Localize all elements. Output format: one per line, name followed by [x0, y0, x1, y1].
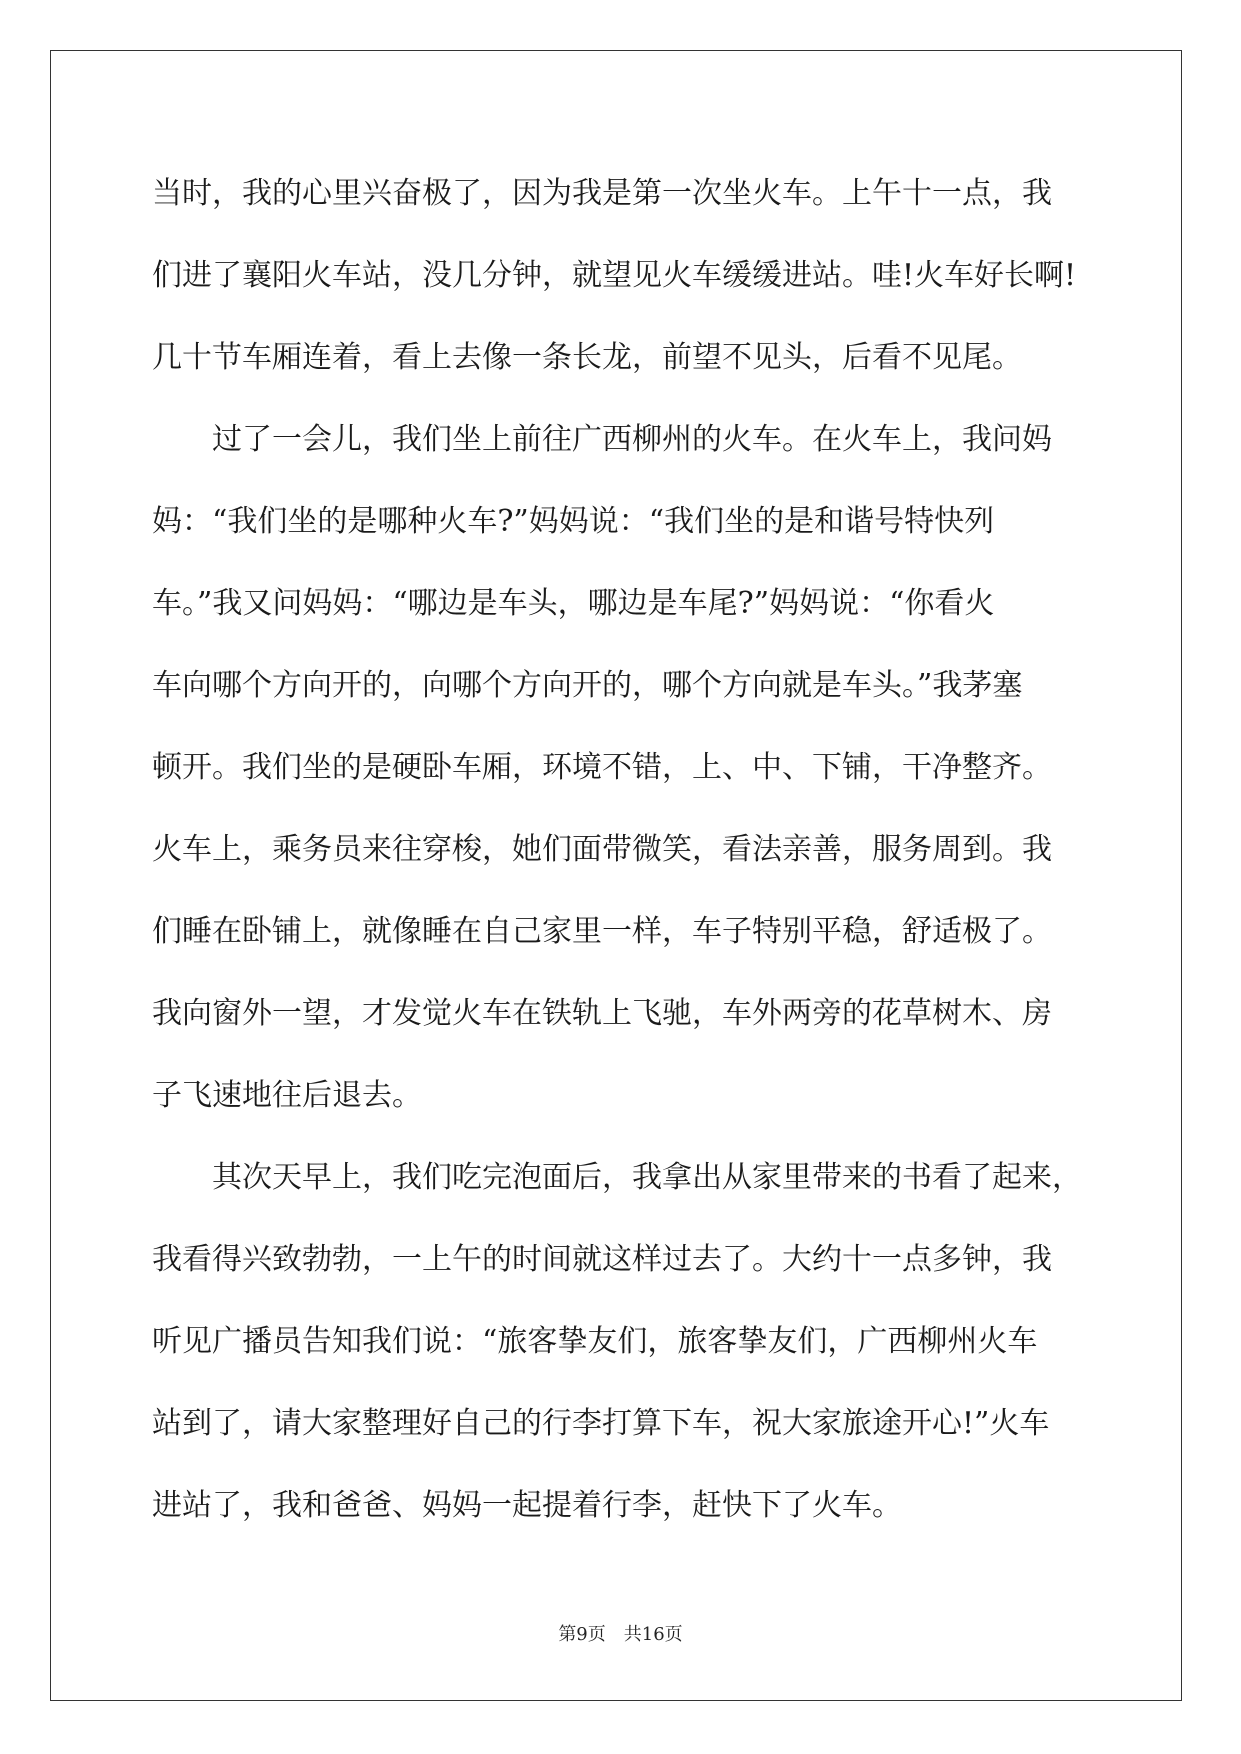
text-line: 子飞速地往后退去。	[152, 1078, 422, 1113]
text-line: 几十节车厢连着，看上去像一条长龙，前望不见头，后看不见尾。	[152, 340, 1022, 375]
text-line: 火车上，乘务员来往穿梭，她们面带微笑，看法亲善，服务周到。我	[152, 832, 1052, 867]
text-line: 车向哪个方向开的，向哪个方向开的，哪个方向就是车头。”我茅塞	[152, 668, 1023, 703]
page-number-footer: 第9页 共16页	[558, 1624, 683, 1645]
text-line: 车。”我又问妈妈：“哪边是车头，哪边是车尾?”妈妈说：“你看火	[152, 586, 995, 621]
text-line: 我向窗外一望，才发觉火车在铁轨上飞驰，车外两旁的花草树木、房	[152, 996, 1052, 1031]
text-line: 进站了，我和爸爸、妈妈一起提着行李，赶快下了火车。	[152, 1488, 902, 1523]
text-line: 站到了，请大家整理好自己的行李打算下车，祝大家旅途开心!”火车	[152, 1406, 1050, 1441]
paragraph-first-line: 其次天早上，我们吃完泡面后，我拿出从家里带来的书看了起来，	[212, 1160, 1082, 1195]
document-body	[152, 160, 1092, 1554]
text-line: 们睡在卧铺上，就像睡在自己家里一样，车子特别平稳，舒适极了。	[152, 914, 1052, 949]
text-line: 顿开。我们坐的是硬卧车厢，环境不错，上、中、下铺，干净整齐。	[152, 750, 1052, 785]
text-line: 当时，我的心里兴奋极了，因为我是第一次坐火车。上午十一点，我	[152, 176, 1052, 211]
paragraph-first-line: 过了一会儿，我们坐上前往广西柳州的火车。在火车上，我问妈	[212, 422, 1052, 457]
text-line: 听见广播员告知我们说：“旅客挚友们，旅客挚友们，广西柳州火车	[152, 1324, 1038, 1359]
text-line: 妈：“我们坐的是哪种火车?”妈妈说：“我们坐的是和谐号特快列	[152, 504, 995, 539]
text-line: 我看得兴致勃勃，一上午的时间就这样过去了。大约十一点多钟，我	[152, 1242, 1052, 1277]
text-line: 们进了襄阳火车站，没几分钟，就望见火车缓缓进站。哇!火车好长啊!	[152, 258, 1077, 293]
